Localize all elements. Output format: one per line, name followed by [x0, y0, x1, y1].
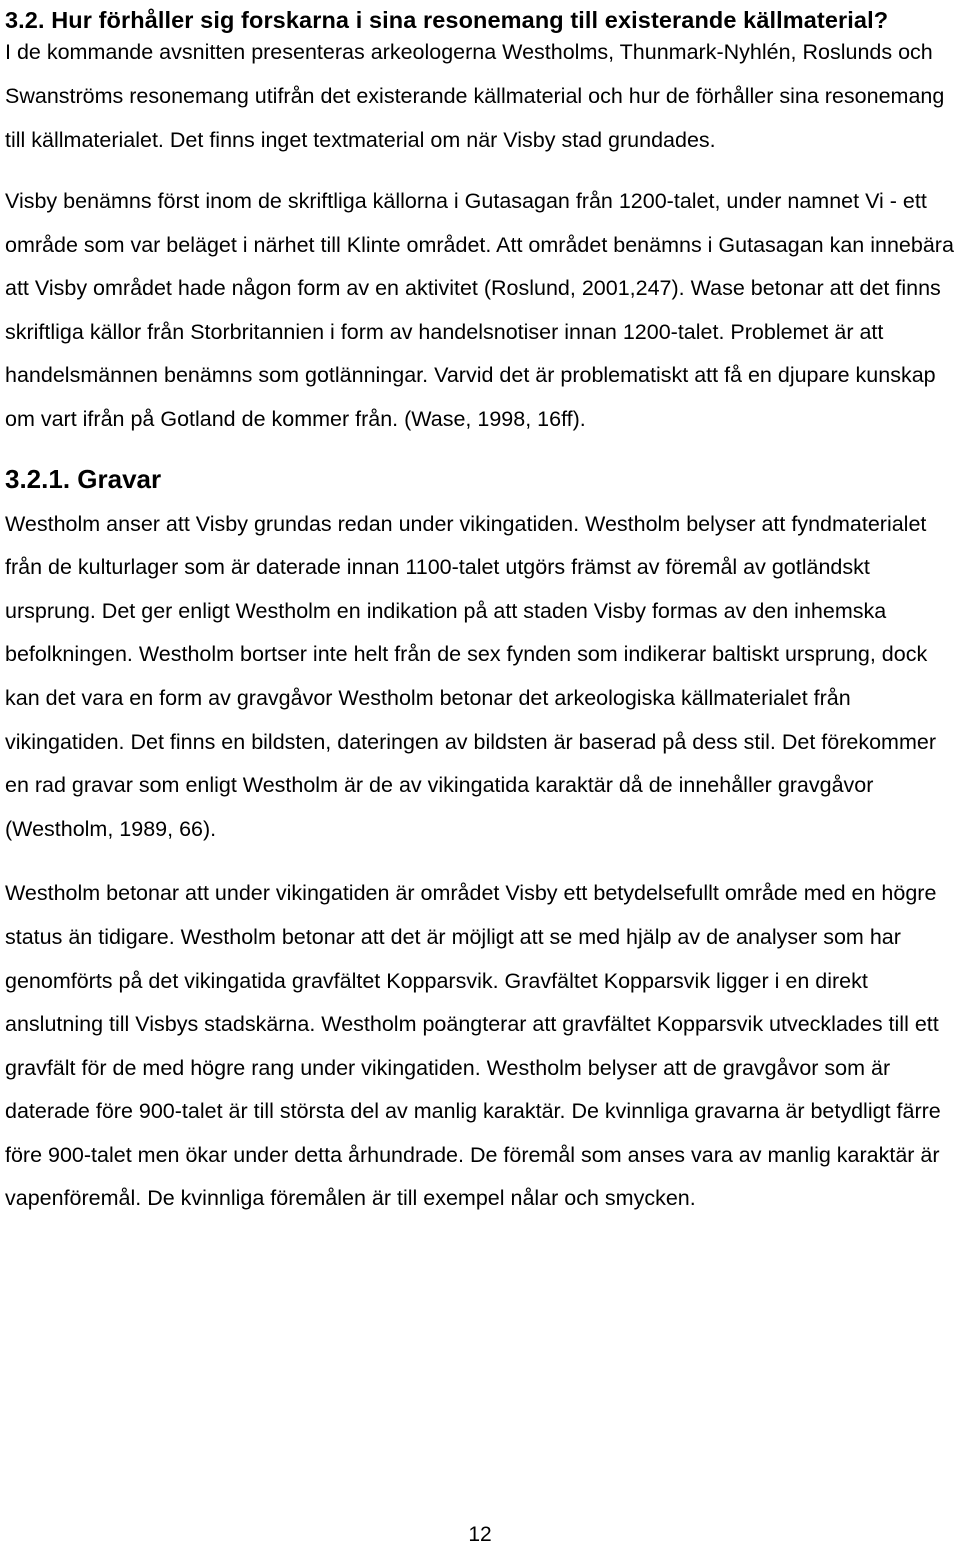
westholm-paragraph: Westholm betonar att under vikingatiden är området Visby ett betydelsefullt område med en högre status än tidigare. Westholm betonar att det är möjligt att se med hjälp av de analyser som har genomförts på det vikingatida gravfältet Kopparsvik. Gravfältet Kopparsvik ligger i en direkt anslutning till Visbys stadskärna. Westholm poängterar att gravfältet Kopparsvik utvecklades till ett gravfält för de med högre rang under vikingatiden. Westholm belyser att de gravgåvor som är daterade före 900-talet är till största del av manlig karaktär. De kvinnliga gravarna är betydligt färre före 900-talet men ökar under detta århundrade. De föremål som anses vara av manlig karaktär är vapenföremål. De kvinnliga föremålen är till exempel nålar och smycken. — [5, 881, 941, 1211]
section-heading: 3.2. Hur förhåller sig forskarna i sina resonemang till existerande källmaterial? — [5, 7, 889, 33]
subsection-heading: 3.2.1. Gravar — [5, 463, 162, 494]
document-page — [5, 0, 957, 1221]
visby-paragraph: Visby benämns först inom de skriftliga källorna i Gutasagan från 1200-talet, under namnet Vi - ett område som var beläget i närhet till Klinte området. Att området benämns i Gutasagan kan innebära att Visby området hade någon form av en aktivitet (Roslund, 2001,247). Wase betonar att det finns skriftliga källor från Storbritannien i form av handelsnotiser innan 1200-talet. Problemet är att handelsmännen benämns som gotlänningar. Varvid det är problematiskt att få en djupare kunskap om vart ifrån på Gotland de kommer från. (Wase, 1998, 16ff). — [5, 189, 954, 431]
page-number: 12 — [468, 1523, 492, 1546]
gravar-paragraph: Westholm anser att Visby grundas redan under vikingatiden. Westholm belyser att fyndmaterialet från de kulturlager som är daterade innan 1100-talet utgörs främst av föremål av gotländskt ursprung. Det ger enligt Westholm en indikation på att staden Visby formas av den inhemska befolkningen. Westholm bortser inte helt från de sex fynden som indikerar baltiskt ursprung, dock kan det vara en form av gravgåvor Westholm betonar det arkeologiska källmaterialet från vikingatiden. Det finns en bildsten, dateringen av bildsten är baserad på dess stil. Det förekommer en rad gravar som enligt Westholm är de av vikingatida karaktär då de innehåller gravgåvor (Westholm, 1989, 66). — [5, 511, 936, 841]
intro-paragraph: I de kommande avsnitten presenteras arkeologerna Westholms, Thunmark-Nyhlén, Roslunds och Swanströms resonemang utifrån det existerande källmaterial och hur de förhåller sina resonemang till källmaterialet. Det finns inget textmaterial om när Visby stad grundades. — [5, 40, 945, 152]
